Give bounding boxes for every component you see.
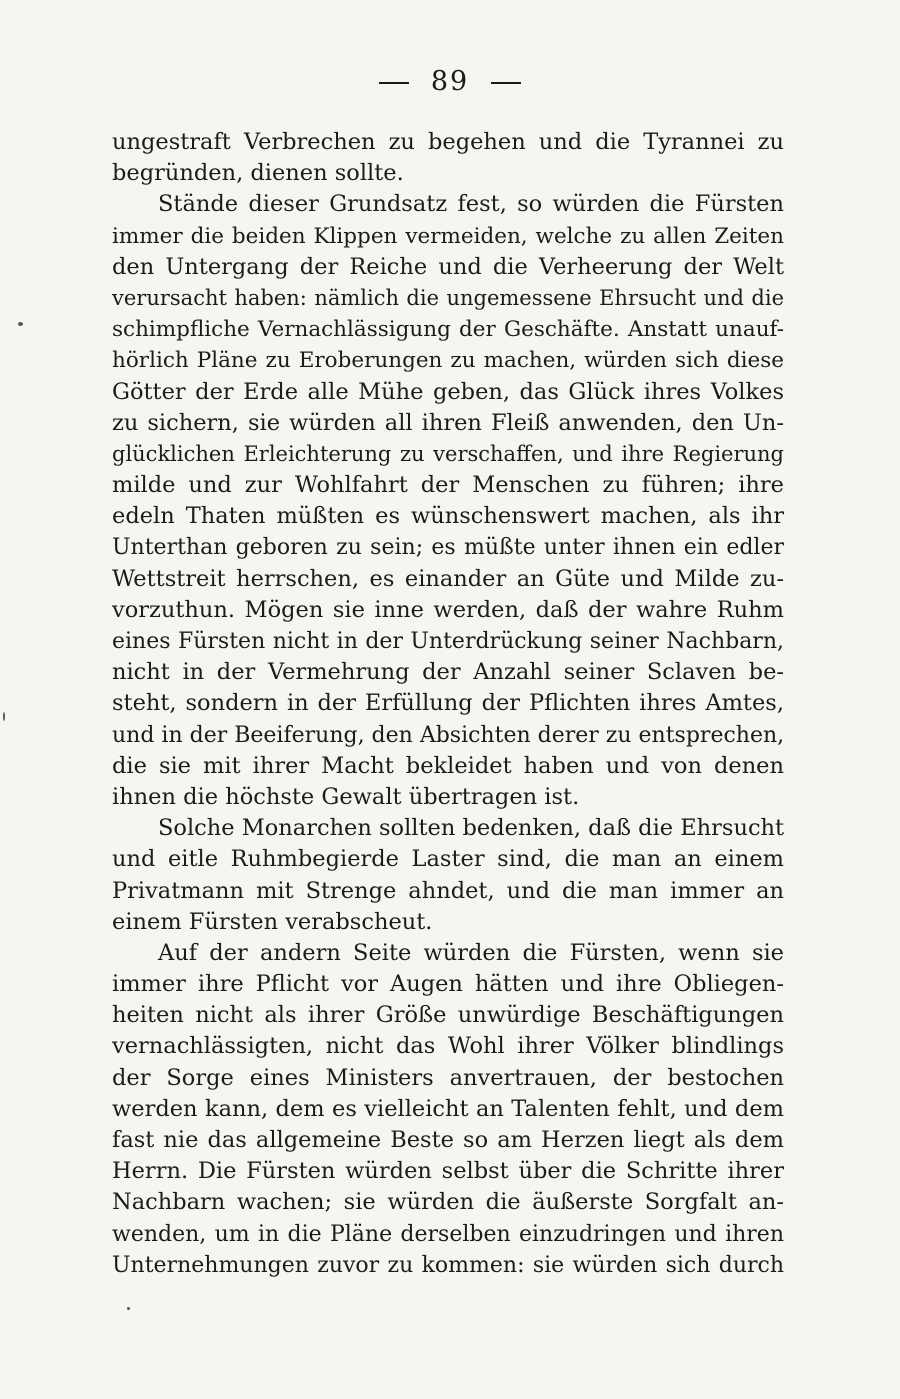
text-line: Götter der Erde alle Mühe geben, das Glück ihres Volkes — [112, 378, 784, 405]
scan-speck — [3, 712, 5, 721]
page-number: 89 — [430, 66, 470, 97]
text-line: Nachbarn wachen; sie würden die äußerste Sorgfalt an- — [112, 1189, 784, 1216]
scan-speck — [18, 322, 23, 326]
text-line: einem Fürsten verabscheut. — [112, 908, 433, 935]
text-line: Privatmann mit Strenge ahndet, und die man immer an — [112, 877, 784, 904]
text-line: begründen, dienen sollte. — [112, 160, 404, 187]
text-line: und in der Beeiferung, den Absichten derer zu entsprechen, — [112, 722, 785, 748]
header-dash-right — [491, 82, 521, 84]
text-line: die sie mit ihrer Macht bekleidet haben und von denen — [112, 752, 784, 779]
header-dash-left — [379, 82, 409, 84]
text-line: immer ihre Pflicht vor Augen hätten und ihre Obliegen- — [112, 971, 784, 998]
text-line: hörlich Pläne zu Eroberungen zu machen, würden sich diese — [112, 348, 784, 374]
text-line: Auf der andern Seite würden die Fürsten, wenn sie — [158, 939, 784, 966]
text-line: zu sichern, sie würden all ihren Fleiß anwenden, den Un- — [112, 409, 784, 436]
text-line: nicht in der Vermehrung der Anzahl seiner Sclaven be- — [112, 659, 784, 686]
text-line: der Sorge eines Ministers anvertrauen, der bestochen — [112, 1064, 784, 1091]
body-text — [112, 127, 784, 1281]
text-line: Stände dieser Grundsatz fest, so würden die Fürsten — [158, 191, 784, 218]
text-line: ihnen die höchste Gewalt übertragen ist. — [112, 783, 580, 810]
text-line: vorzuthun. Mögen sie inne werden, daß der wahre Ruhm — [112, 596, 784, 623]
text-line: ungestraft Verbrechen zu begehen und die Tyrannei zu — [112, 129, 784, 155]
text-line: schimpfliche Vernachlässigung der Geschäfte. Anstatt unauf- — [112, 317, 784, 343]
text-line: immer die beiden Klippen vermeiden, welche zu allen Zeiten — [112, 223, 784, 249]
text-line: Unternehmungen zuvor zu kommen: sie würden sich durch — [112, 1252, 784, 1278]
text-line: heiten nicht als ihrer Größe unwürdige Beschäftigungen — [112, 1002, 784, 1029]
text-line: Herrn. Die Fürsten würden selbst über die Schritte ihrer — [112, 1158, 784, 1185]
text-line: fast nie das allgemeine Beste so am Herzen liegt als dem — [112, 1127, 784, 1153]
text-line: Unterthan geboren zu sein; es müßte unter ihnen ein edler — [112, 535, 784, 561]
text-line: vernachlässigten, nicht das Wohl ihrer Völker blindlings — [112, 1033, 784, 1060]
page-header — [0, 66, 900, 97]
text-line: Wettstreit herrschen, es einander an Güte und Milde zu- — [112, 565, 784, 592]
text-line: Solche Monarchen sollten bedenken, daß die Ehrsucht — [158, 815, 785, 842]
scan-speck — [127, 1307, 130, 1310]
text-line: eines Fürsten nicht in der Unterdrückung seiner Nachbarn, — [112, 629, 784, 654]
text-line: wenden, um in die Pläne derselben einzudringen und ihren — [112, 1221, 784, 1247]
text-line: verursacht haben: nämlich die ungemessene Ehrsucht und die — [112, 285, 784, 310]
text-line: steht, sondern in der Erfüllung der Pflichten ihres Amtes, — [112, 690, 784, 717]
text-line: und eitle Ruhmbegierde Laster sind, die man an einem — [112, 846, 784, 873]
text-line: glücklichen Erleichterung zu verschaffen, und ihre Regierung — [112, 441, 784, 466]
text-line: werden kann, dem es vielleicht an Talenten fehlt, und dem — [112, 1095, 784, 1122]
text-line: milde und zur Wohlfahrt der Menschen zu führen; ihre — [112, 472, 784, 499]
text-line: edeln Thaten müßten es wünschenswert machen, als ihr — [112, 503, 784, 530]
text-line: den Untergang der Reiche und die Verheerung der Welt — [112, 253, 784, 280]
